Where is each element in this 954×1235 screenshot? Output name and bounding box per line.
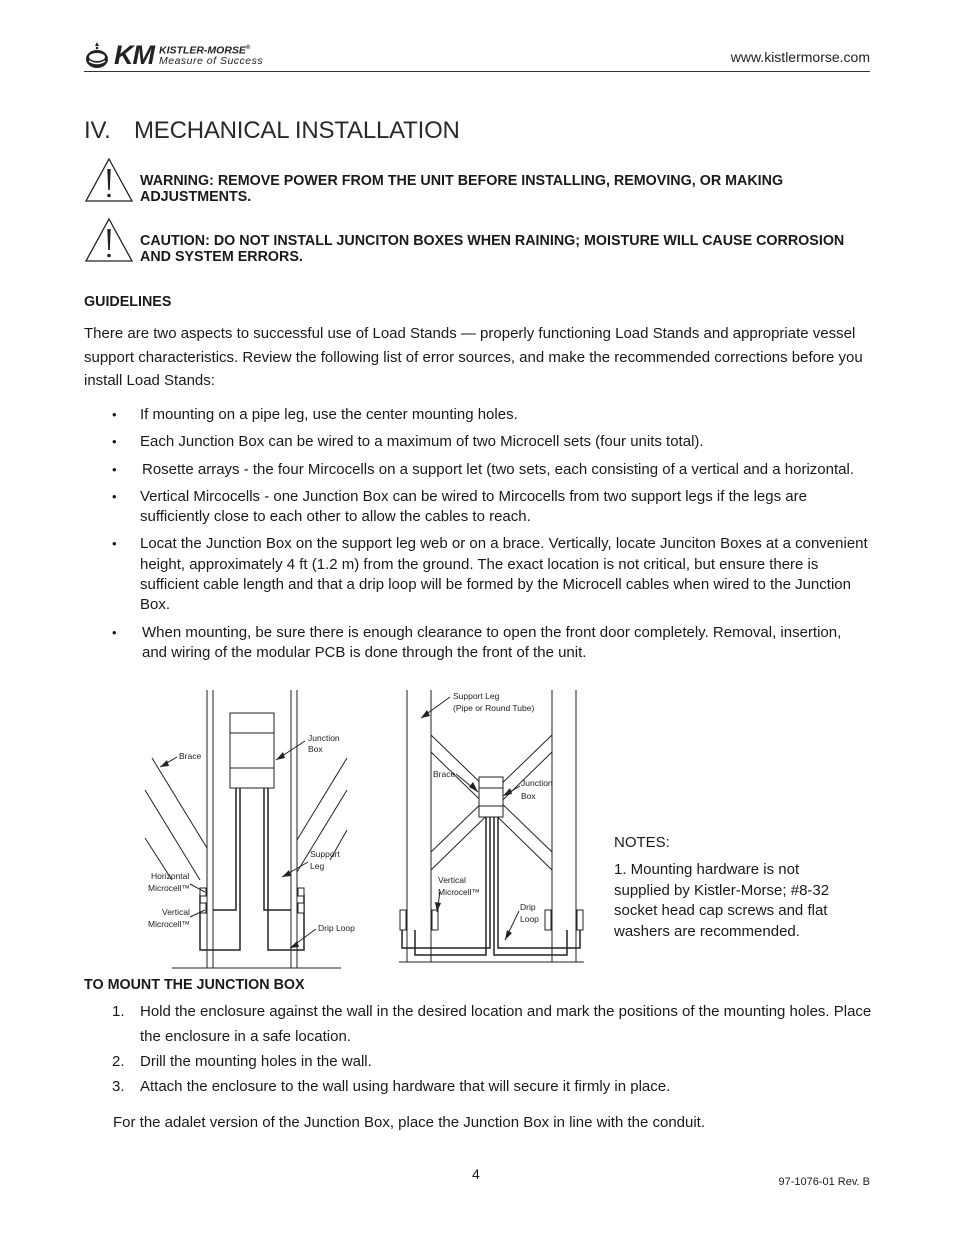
label-junction-right: Junction	[521, 778, 553, 788]
logo-tagline: Measure of Success	[159, 55, 264, 68]
list-item: • When mounting, be sure there is enough clearance to open the front door completely. Removal, insertion, and wiring of the modular PCB is done through the front of the unit.	[112, 623, 842, 661]
guidelines-list	[84, 405, 870, 663]
logo-registered: ®	[245, 44, 251, 51]
section-heading: MECHANICAL INSTALLATION	[134, 117, 460, 144]
page-number: 4	[472, 1166, 480, 1182]
logo-monogram: KM	[114, 39, 154, 70]
note-1: 1. Mounting hardware is not supplied by Kistler-Morse; #8-32 socket head cap screws and flat washers are recommended.	[614, 861, 830, 940]
warning-notice	[84, 157, 870, 205]
page-header	[84, 38, 870, 72]
list-item: • Each Junction Box can be wired to a maximum of two Microcell sets (four units total).	[84, 432, 870, 452]
label-loop-right: Loop	[520, 914, 539, 924]
caution-text: CAUTION: DO NOT INSTALL JUNCITON BOXES WHEN RAINING; MOISTURE WILL CAUSE CORROSION AND SYSTEM ERRORS.	[140, 233, 845, 265]
label-horizontal-microcell: Microcell™	[148, 883, 191, 893]
label-microcell-right: Microcell™	[438, 887, 481, 897]
section-title	[84, 117, 460, 145]
website-url: www.kistlermorse.com	[730, 49, 870, 65]
bullet-symbol: •	[112, 488, 117, 504]
list-item: • Rosette arrays - the four Mircocells on a support let (two sets, each consisting of a vertical and a horizontal.	[84, 460, 870, 480]
caution-icon	[84, 217, 134, 263]
guidelines-intro: There are two aspects to successful use of Load Stands — properly functioning Load Stands and appropriate vessel support characteristics. Review the following list of error sources, and make the recommended corrections before you install Load Stands:	[84, 325, 863, 389]
bullet-symbol: •	[112, 407, 117, 422]
caution-notice	[84, 217, 870, 265]
label-support: Support	[310, 849, 340, 859]
list-item: • Locat the Junction Box on the support leg web or on a brace. Vertically, locate Junciton Boxes at a convenient height, approximately 4 ft (1.2 m) from the ground. The exact location is not critical, but ensure there is sufficient cable length and that a drip loop will be formed by the Microcell cables when wired to the Junction Box.	[112, 535, 868, 614]
label-box: Box	[308, 744, 323, 754]
list-item: • Vertical Mircocells - one Junction Box can be wired to Mircocells from two support legs if the legs are sufficiently close to each other to allow the cables to reach.	[112, 487, 807, 526]
company-logo	[84, 38, 263, 72]
warning-icon	[84, 157, 134, 203]
logo-brand: KISTLER-MORSE	[159, 44, 246, 57]
bullet-symbol: •	[112, 624, 117, 640]
label-vertical-right: Vertical	[438, 875, 466, 885]
step-item: 3. Attach the enclosure to the wall using hardware that will secure it firmly in place.	[112, 1078, 671, 1095]
bullet-symbol: •	[112, 434, 117, 450]
label-drip-right: Drip	[520, 902, 536, 912]
label-vertical: Vertical	[162, 907, 190, 917]
label-horizontal: Horizontal	[151, 871, 190, 881]
right-diagram	[399, 690, 584, 962]
section-number: IV.	[84, 117, 111, 144]
adalet-note: For the adalet version of the Junction Box, place the Junction Box in line with the conduit.	[113, 1114, 706, 1131]
label-support-leg: Support Leg	[453, 691, 500, 701]
label-drip-loop: Drip Loop	[318, 923, 355, 933]
notes-heading: NOTES:	[614, 834, 670, 851]
label-leg: Leg	[310, 861, 325, 871]
document-number: 97-1076-01 Rev. B	[778, 1176, 870, 1188]
label-junction: Junction	[308, 733, 340, 743]
step-item: 2. Drill the mounting holes in the wall.	[112, 1053, 372, 1070]
guidelines-heading: GUIDELINES	[84, 294, 172, 310]
bullet-symbol: •	[112, 461, 117, 477]
warning-text: WARNING: REMOVE POWER FROM THE UNIT BEFORE INSTALLING, REMOVING, OR MAKING ADJUSTMENTS.	[140, 173, 784, 205]
label-vertical-microcell: Microcell™	[148, 919, 191, 929]
mount-heading: TO MOUNT THE JUNCTION BOX	[84, 977, 305, 993]
label-box-right: Box	[521, 791, 536, 801]
installation-diagram	[140, 688, 590, 970]
step-item: 1. Hold the enclosure against the wall in the desired location and mark the positions of the mounting holes. Place the enclosure in a safe location.	[112, 1003, 872, 1045]
label-pipe-round-tube: (Pipe or Round Tube)	[453, 703, 535, 713]
label-brace: Brace	[179, 751, 202, 761]
bullet-symbol: •	[112, 536, 117, 552]
mount-steps	[84, 999, 884, 1099]
logo-emblem-icon	[84, 40, 110, 70]
label-brace-right: Brace	[433, 769, 456, 779]
list-item: • If mounting on a pipe leg, use the center mounting holes.	[84, 405, 870, 425]
